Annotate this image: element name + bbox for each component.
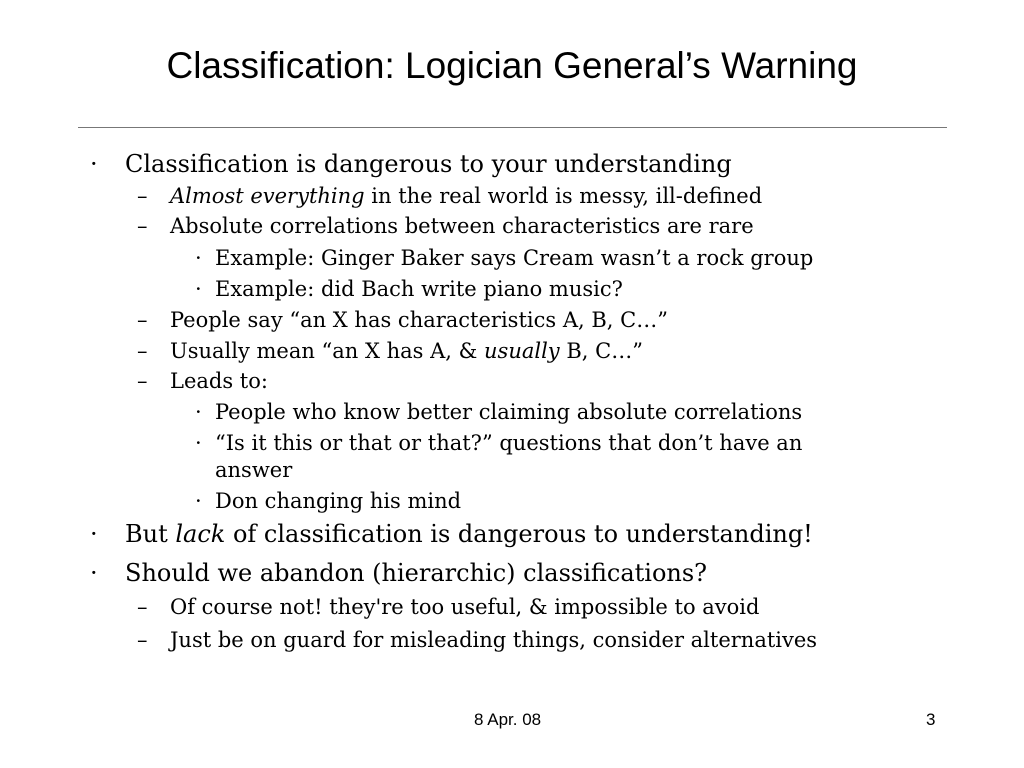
leads-to-people-who-know: People who know better claiming absolute correlations — [215, 400, 803, 424]
dot-marker: · — [195, 400, 202, 424]
italic-almost-everything: Almost everything — [170, 184, 365, 208]
subbullet-absolute-correlations: Absolute correlations between characteristics are rare — [170, 214, 754, 238]
subbullet-leads-to: Leads to: — [170, 369, 268, 393]
dash-marker: – — [137, 369, 148, 393]
lack-after: of classification is dangerous to understanding! — [225, 520, 813, 548]
dot-marker: · — [195, 489, 202, 513]
dash-marker: – — [137, 214, 148, 238]
example-ginger-baker: Example: Ginger Baker says Cream wasn’t a rock group — [215, 246, 814, 270]
subbullet-people-say: People say “an X has characteristics A, B, C…” — [170, 308, 668, 332]
dash-marker: – — [137, 308, 148, 332]
dash-marker: – — [137, 339, 148, 363]
dash-marker: – — [137, 595, 148, 619]
example-bach: Example: did Bach write piano music? — [215, 277, 623, 301]
bullet-marker: · — [90, 559, 98, 587]
bullet-text-classification-dangerous: Classification is dangerous to your understanding — [125, 150, 732, 178]
slide-title: Classification: Logician General’s Warning — [166, 45, 858, 86]
subbullet-just-be-on-guard: Just be on guard for misleading things, consider alternatives — [170, 628, 818, 652]
footer-page-number: 3 — [926, 710, 936, 729]
dot-marker: · — [195, 431, 202, 455]
subbullet-messy-text: in the real world is messy, ill-defined — [364, 184, 763, 208]
dot-marker: · — [195, 246, 202, 270]
subbullet-usually-mean — [170, 338, 643, 365]
bullet-text-abandon-classifications: Should we abandon (hierarchic) classifications? — [125, 559, 708, 587]
italic-usually: usually — [484, 339, 560, 363]
subbullet-of-course-not: Of course not! they're too useful, & impossible to avoid — [170, 595, 760, 619]
usually-mean-before: Usually mean “an X has A, & — [170, 339, 485, 363]
leads-to-is-it-this-line2: answer — [215, 458, 293, 482]
subbullet-almost-everything — [170, 183, 762, 210]
bullet-marker: · — [90, 150, 98, 178]
footer-date: 8 Apr. 08 — [474, 710, 542, 729]
italic-lack: lack — [175, 520, 226, 548]
dot-marker: · — [195, 277, 202, 301]
bullet-text-lack-of-classification — [125, 519, 813, 549]
usually-mean-after: B, C…” — [559, 339, 643, 363]
bullet-marker: · — [90, 520, 98, 548]
leads-to-is-it-this-line1: “Is it this or that or that?” questions that don’t have an — [215, 431, 803, 455]
dash-marker: – — [137, 184, 148, 208]
leads-to-don-changing: Don changing his mind — [215, 489, 462, 513]
lack-before: But — [125, 520, 176, 548]
dash-marker: – — [137, 628, 148, 652]
